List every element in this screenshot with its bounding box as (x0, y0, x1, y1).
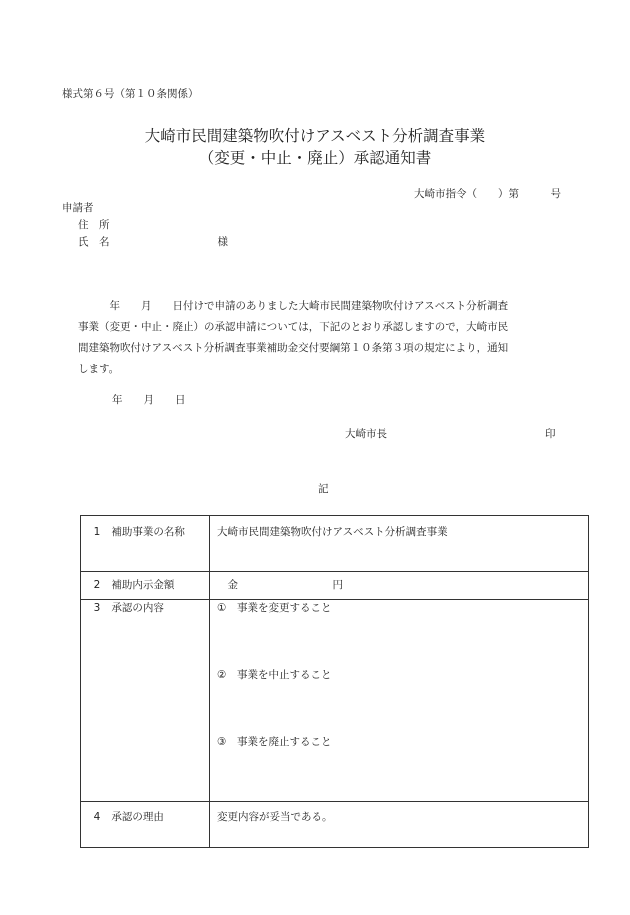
applicant-label: 申請者 (62, 202, 94, 214)
option-suspend (217, 667, 588, 734)
row-label: 承認の理由 (111, 811, 164, 823)
row-label: 承認の内容 (111, 602, 164, 614)
body-line: 間建築物吹付けアスベスト分析調査事業補助金交付要綱第１０条第３項の規定により，通知 (78, 342, 509, 354)
table-row (81, 802, 589, 848)
body-line: 年 月 日付けで申請のありました大崎市民間建築物吹付けアスベスト分析調査 (78, 300, 509, 312)
row-label-cell (81, 802, 210, 848)
table-row (81, 572, 589, 600)
issue-date: 年 月 日 (112, 394, 186, 406)
row-label: 補助内示金額 (111, 579, 175, 591)
row-value: 金 円 (210, 572, 589, 600)
body-line: 事業（変更・中止・廃止）の承認申請については，下記のとおり承認しますので，大崎市民 (78, 321, 509, 333)
option-text: 事業を変更すること (237, 602, 332, 614)
option-text: 事業を中止すること (237, 669, 332, 681)
option-text: 事業を廃止すること (237, 736, 332, 748)
option-mark: ③ (217, 736, 227, 748)
body-line: します。 (78, 363, 120, 375)
document-title-line2: （変更・中止・廃止）承認通知書 (198, 149, 432, 167)
notice-body (78, 296, 590, 380)
document-title-line1: 大崎市民間建築物吹付けアスベスト分析調査事業 (144, 127, 486, 145)
option-mark: ② (217, 669, 227, 681)
table-row (81, 516, 589, 572)
row-value: 変更内容が妥当である。 (210, 802, 589, 848)
approval-options (210, 600, 589, 802)
form-number: 様式第６号（第１０条関係） (62, 88, 199, 100)
option-abolish (217, 734, 588, 801)
ki-heading: 記 (318, 483, 329, 495)
seal-mark: 印 (545, 428, 556, 440)
reference-number: 大崎市指令（ ）第 号 (414, 188, 561, 200)
name-row (78, 234, 228, 249)
mayor-label: 大崎市長 (345, 428, 387, 440)
row-label-cell (81, 600, 210, 802)
row-number: 1 (93, 526, 101, 538)
row-label-cell (81, 572, 210, 600)
option-change (217, 600, 588, 667)
row-label: 補助事業の名称 (111, 526, 185, 538)
row-label-cell (81, 516, 210, 572)
details-table (80, 515, 589, 848)
table-row (81, 600, 589, 802)
row-number: 3 (93, 602, 101, 614)
row-number: 4 (93, 811, 101, 823)
row-value: 大崎市民間建築物吹付けアスベスト分析調査事業 (210, 516, 589, 572)
honorific: 様 (217, 236, 228, 248)
name-label: 氏 名 (78, 236, 110, 248)
option-mark: ① (217, 602, 227, 614)
row-number: 2 (93, 579, 101, 591)
address-label: 住 所 (78, 219, 110, 231)
